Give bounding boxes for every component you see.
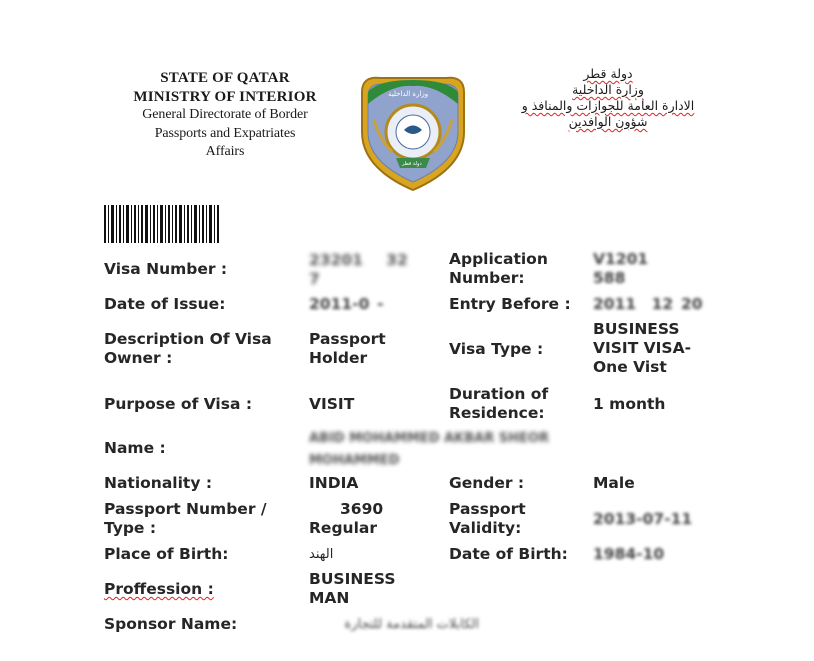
- header-ar-line-3: الادارة العامة للجوازات والمنافذ و: [521, 98, 695, 113]
- header-ar-line-1: دولة قطر: [583, 66, 633, 81]
- header-english: [96, 69, 354, 162]
- header-line-ministry: MINISTRY OF INTERIOR: [133, 88, 317, 105]
- place-of-birth-label: Place of Birth:: [104, 545, 229, 563]
- name-label: Name :: [104, 439, 166, 457]
- purpose-of-visa-label: Purpose of Visa :: [104, 395, 253, 413]
- header-arabic: [498, 66, 718, 130]
- name-value: ABID MOHAMMED AKBAR SHEOR MOHAMMED: [309, 431, 549, 468]
- profession-value: BUSINESS MAN: [309, 570, 396, 607]
- duration-of-residence-label: Duration of Residence:: [449, 385, 549, 422]
- passport-validity-label: Passport Validity:: [449, 500, 526, 537]
- gender-value: Male: [593, 474, 635, 492]
- visa-number-value: 23201 32 7: [309, 251, 408, 288]
- date-of-birth-value: 1984-10: [593, 545, 680, 563]
- header-line-state: STATE OF QATAR: [160, 70, 290, 86]
- duration-of-residence-value: 1 month: [593, 395, 666, 413]
- ministry-emblem-icon: [352, 70, 474, 194]
- barcode-icon: [104, 205, 219, 243]
- nationality-label: Nationality :: [104, 474, 213, 492]
- passport-number-type-label: Passport Number / Type :: [104, 500, 267, 537]
- purpose-of-visa-value: VISIT: [309, 395, 355, 413]
- entry-before-label: Entry Before :: [449, 295, 571, 313]
- sponsor-name-value: الكابلات المتقدمة للتجارة: [344, 617, 479, 632]
- emblem-text-ministry: وزارة الداخلية: [388, 90, 429, 98]
- visa-owner-description-label: Description Of Visa Owner :: [104, 330, 272, 367]
- emblem-text-state: دولة قطر: [402, 161, 422, 167]
- entry-before-value: 2011 12 20: [593, 295, 703, 313]
- passport-validity-value: 2013-07-11: [593, 510, 693, 528]
- header-ar-line-2: وزارة الداخلية: [572, 82, 644, 97]
- header-line-passports: Passports and Expatriates: [154, 125, 296, 141]
- place-of-birth-value: الهند: [309, 547, 334, 562]
- date-of-issue-label: Date of Issue:: [104, 295, 226, 313]
- gender-label: Gender :: [449, 474, 525, 492]
- header-line-affairs: Affairs: [205, 144, 245, 159]
- application-number-label: Application Number:: [449, 250, 548, 287]
- date-of-birth-label: Date of Birth:: [449, 545, 568, 563]
- profession-label-text: Proffession :: [104, 580, 214, 598]
- visa-owner-description-value: Passport Holder: [309, 330, 386, 367]
- visa-number-label: Visa Number :: [104, 260, 228, 278]
- visa-type-label: Visa Type :: [449, 340, 544, 358]
- application-number-value: V1201 588: [593, 250, 649, 287]
- passport-number-type-value: 3690 Regular: [309, 500, 384, 537]
- header-line-directorate: General Directorate of Border: [142, 107, 308, 122]
- sponsor-name-label: Sponsor Name:: [104, 615, 238, 633]
- header-ar-line-4: شؤون الوافدين: [568, 114, 648, 129]
- nationality-value: INDIA: [309, 474, 359, 492]
- date-of-issue-value: 2011-0 -: [309, 295, 400, 313]
- profession-label: [104, 580, 214, 599]
- visa-type-value: BUSINESS VISIT VISA- One Vist: [593, 320, 692, 376]
